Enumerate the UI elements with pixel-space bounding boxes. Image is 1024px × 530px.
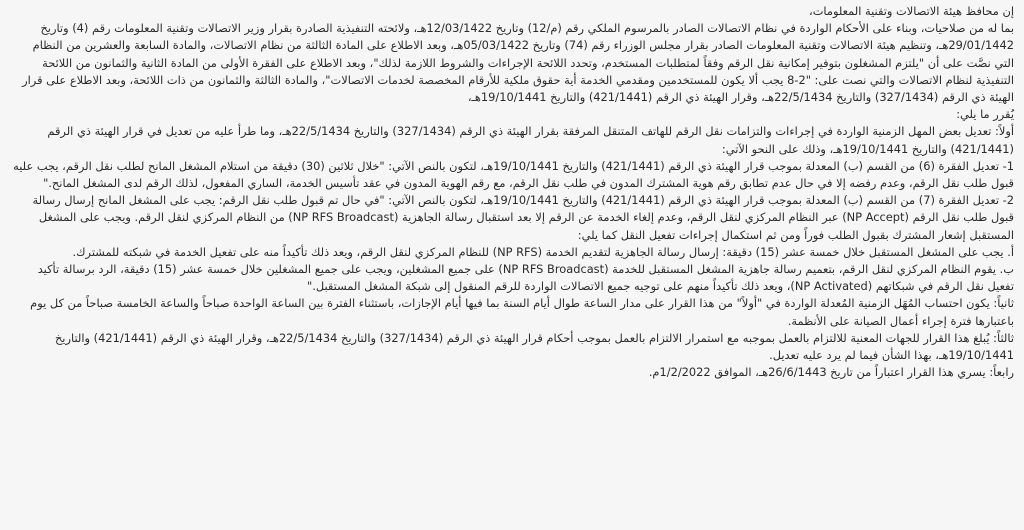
clause-third: ثالثاً: يُبلغ هذا القرار للجهات المعنية للالتزام بالعمل بموجبه مع استمرار الالتزام بالعمل بموجب أحكام قرار الهيئة ذي الرقم (327/1434) والتاريخ 22/5/1434هـ، وقرار الهيئة ذي الرقم (421/1441) والتاريخ 19/10/1441هـ، بهذا الشأن فيما لم يرد عليه تعديل.: [54, 330, 1014, 363]
preamble-paragraph: بما له من صلاحيات، وبناء على الأحكام الواردة في نظام الاتصالات الصادر بالمرسوم الملكي رقم (م/12) وتاريخ 12/03/1422هـ، ولائحته التنفيذية الصادرة بقرار وزير الاتصالات وتقنية المعلومات رقم (4) وتاريخ 29/01/1442هـ، وتنظيم هيئة الاتصالات وتقنية المعلومات الصادر بقرار مجلس الوزراء رقم (74) وتاريخ 05/03/1422هـ، وبعد الاطلاع على المادة الثالثة من نظام الاتصالات، والمادة السابعة والعشرين من النظام التي نصَّت على أن "يلتزم المشغلون بتوفير إمكانية نقل الرقم وفقاً لمتطلبات المستخدم، وتحدد اللائحة الإجراءات والشروط اللازمة لذلك"، وبعد الاطلاع على الفقرة الأولى من المادة الثانية والثمانون من اللائحة التنفيذية لنظام الاتصالات والتي نصت على: "2-8 يجب ألا يكون للمستخدمين ومقدمي الخدمة أية حقوق ملكية للأرقام المخصصة لخدمات الاتصالات"، والمادة الثالثة والثمانون من ذات اللائحة، وبعد الاطلاع على قرار الهيئة ذي الرقم (327/1434) والتاريخ 22/5/1434هـ، وقرار الهيئة ذي الرقم (421/1441) والتاريخ 19/10/1441هـ،: [22, 21, 1014, 105]
opening-line: إن محافظ هيئة الاتصالات وتقنية المعلومات،: [809, 4, 1014, 18]
clause-first-item-2-a: أ. يجب على المشغل المستقبل خلال خمسة عشر (15) دقيقة: إرسال رسالة الجاهزية لتقديم الخدمة (NP RFS) للنظام المركزي لنقل الرقم، ويعد ذلك تأكيداً منه على تفعيل الخدمة في شبكته للمشترك.: [72, 244, 1014, 259]
clause-first-item-2: 2- تعديل الفقرة (7) من القسم (ب) المعدلة بموجب قرار الهيئة ذي الرقم (421/1441) والتاريخ 19/10/1441هـ، لتكون بالنص الآتي: "في حال تم قبول طلب نقل الرقم: يجب على المشغل المانح إرسال رسالة قبول طلب نقل الرقم (NP Accept) عبر النظام المركزي لنقل الرقم، وعدم إلغاء الخدمة عن الرقم إلا بعد استقبال رسالة الجاهزية (NP RFS Broadcast) من النظام المركزي لنقل الرقم. ويجب على المشغل المستقبل إشعار المشترك بقبول الطلب فوراً ومن ثم استكمال إجراءات تفعيل النقل كما يلي:: [32, 193, 1014, 242]
decides-heading: يُقرر ما يلي:: [956, 107, 1014, 122]
clause-first-item-2-b: ب. يقوم النظام المركزي لنقل الرقم، بتعميم رسالة جاهزية المشغل المستقبل للخدمة (NP RFS Broadcast) على جميع المشغلين، ويجب على جميع المشغلين خلال خمسة عشر (15) دقيقة، الرد برسالة تأكيد تفعيل نقل الرقم في شبكاتهم (NP Activated)، ويعد ذلك تأكيداً منهم على توجيه جميع الاتصالات الواردة للرقم المنقول إلى شبكة المشغل المستقبل.": [37, 262, 1014, 294]
clause-second: ثانياً: يكون احتساب المُهَل الزمنية المُعدلة الواردة في "أولاً" من هذا القرار على مدار الساعة طوال أيام السنة بما فيها أيام الإجازات، باستثناء الفترة بين الساعة الواحدة صباحاً والساعة الخامسة صباحاً من كل يوم باعتبارها فترة إجراء أعمال الصيانة على الأنظمة.: [30, 296, 1014, 328]
clause-fourth: رابعاً: يسري هذا القرار اعتباراً من تاريخ 26/6/1443هـ، الموافق 1/2/2022م.: [648, 365, 1014, 380]
clause-first-item-1: 1- تعديل الفقرة (6) من القسم (ب) المعدلة بموجب قرار الهيئة ذي الرقم (421/1441) والتاريخ 19/10/1441هـ، لتكون بالنص الآتي: "خلال ثلاثين (30) دقيقة من استلام المشغل المانح لطلب نقل الرقم، يجب عليه قبول طلب نقل الرقم، وعدم رفضه إلا في حال عدم تطابق رقم هوية المشترك المدون في طلب نقل الرقم، مع رقم الهوية المدون في عقد تأسيس الخدمة، الساري المفعول، لذلك الرقم لدى المشغل المانح.": [13, 158, 1014, 191]
clause-first: أولاً: تعديل بعض المهل الزمنية الواردة في إجراءات والتزامات نقل الرقم للهاتف المتنقل المرفقة بقرار الهيئة ذي الرقم (327/1434) والتاريخ 22/5/1434هـ، وما طرأ عليه من تعديل في قرار الهيئة ذي الرقم (421/1441) والتاريخ 19/10/1441هـ، وذلك على النحو الآتي:: [47, 124, 1014, 156]
